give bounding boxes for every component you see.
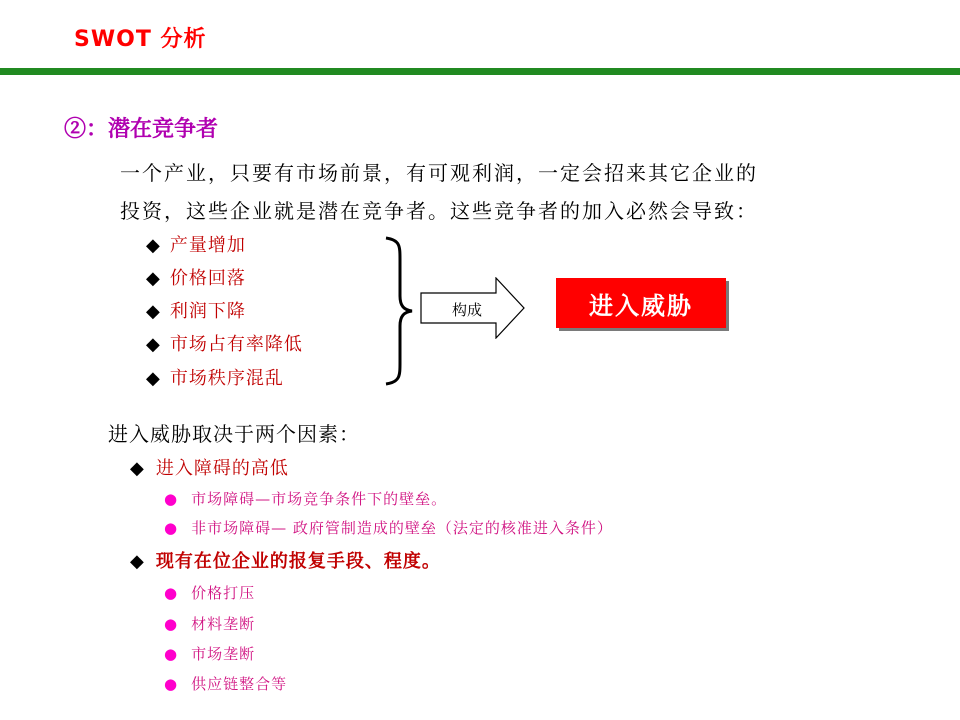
consequence-item [146, 330, 303, 356]
sub-factor-label: 非市场障碍— 政府管制造成的壁垒（法定的核准进入条件） [191, 519, 613, 537]
right-brace-icon [384, 236, 414, 386]
sub-factor-item [164, 517, 613, 538]
diamond-bullet-icon: ◆ [130, 551, 144, 572]
sub-factor-item [164, 582, 255, 603]
dot-bullet-icon: ● [164, 675, 178, 693]
diamond-bullet-icon: ◆ [146, 235, 160, 256]
intro-line-1: 一个产业，只要有市场前景，有可观利润，一定会招来其它企业的 [120, 161, 758, 185]
consequence-item [146, 364, 284, 390]
consequence-item [146, 264, 246, 290]
factor-label: 现有在位企业的报复手段、程度。 [155, 551, 441, 572]
diamond-bullet-icon: ◆ [146, 368, 160, 389]
sub-factor-label: 价格打压 [191, 584, 256, 602]
consequence-label: 利润下降 [169, 301, 246, 322]
sub-factor-label: 市场障碍—市场竞争条件下的壁垒。 [191, 490, 448, 508]
dot-bullet-icon: ● [164, 490, 178, 508]
consequence-label: 产量增加 [169, 235, 246, 256]
entry-threat-box: 进入威胁 [556, 278, 726, 328]
slide-title: SWOT 分析 [74, 27, 207, 52]
factor-item [130, 547, 441, 573]
header-divider [0, 68, 960, 75]
factors-heading: 进入威胁取决于两个因素： [108, 422, 360, 446]
sub-factor-item [164, 613, 255, 634]
sub-factor-label: 市场垄断 [191, 645, 256, 663]
sub-factor-item [164, 643, 255, 664]
diamond-bullet-icon: ◆ [146, 301, 160, 322]
sub-factor-item [164, 488, 447, 509]
factor-label: 进入障碍的高低 [155, 458, 289, 479]
dot-bullet-icon: ● [164, 615, 178, 633]
sub-factor-label: 材料垄断 [191, 615, 256, 633]
intro-line-2: 投资，这些企业就是潜在竞争者。这些竞争者的加入必然会导致： [120, 199, 758, 223]
diamond-bullet-icon: ◆ [146, 334, 160, 355]
consequence-item [146, 231, 246, 257]
consequence-label: 市场秩序混乱 [169, 368, 284, 389]
sub-factor-label: 供应链整合等 [191, 675, 288, 693]
arrow-label: 构成 [452, 301, 483, 319]
sub-factor-item [164, 673, 287, 694]
consequence-item [146, 297, 246, 323]
factor-item [130, 454, 289, 480]
dot-bullet-icon: ● [164, 519, 178, 537]
section-heading: ②：潜在竞争者 [64, 116, 219, 142]
consequence-label: 价格回落 [169, 268, 246, 289]
diamond-bullet-icon: ◆ [146, 268, 160, 289]
dot-bullet-icon: ● [164, 584, 178, 602]
diamond-bullet-icon: ◆ [130, 458, 144, 479]
dot-bullet-icon: ● [164, 645, 178, 663]
consequence-label: 市场占有率降低 [169, 334, 303, 355]
